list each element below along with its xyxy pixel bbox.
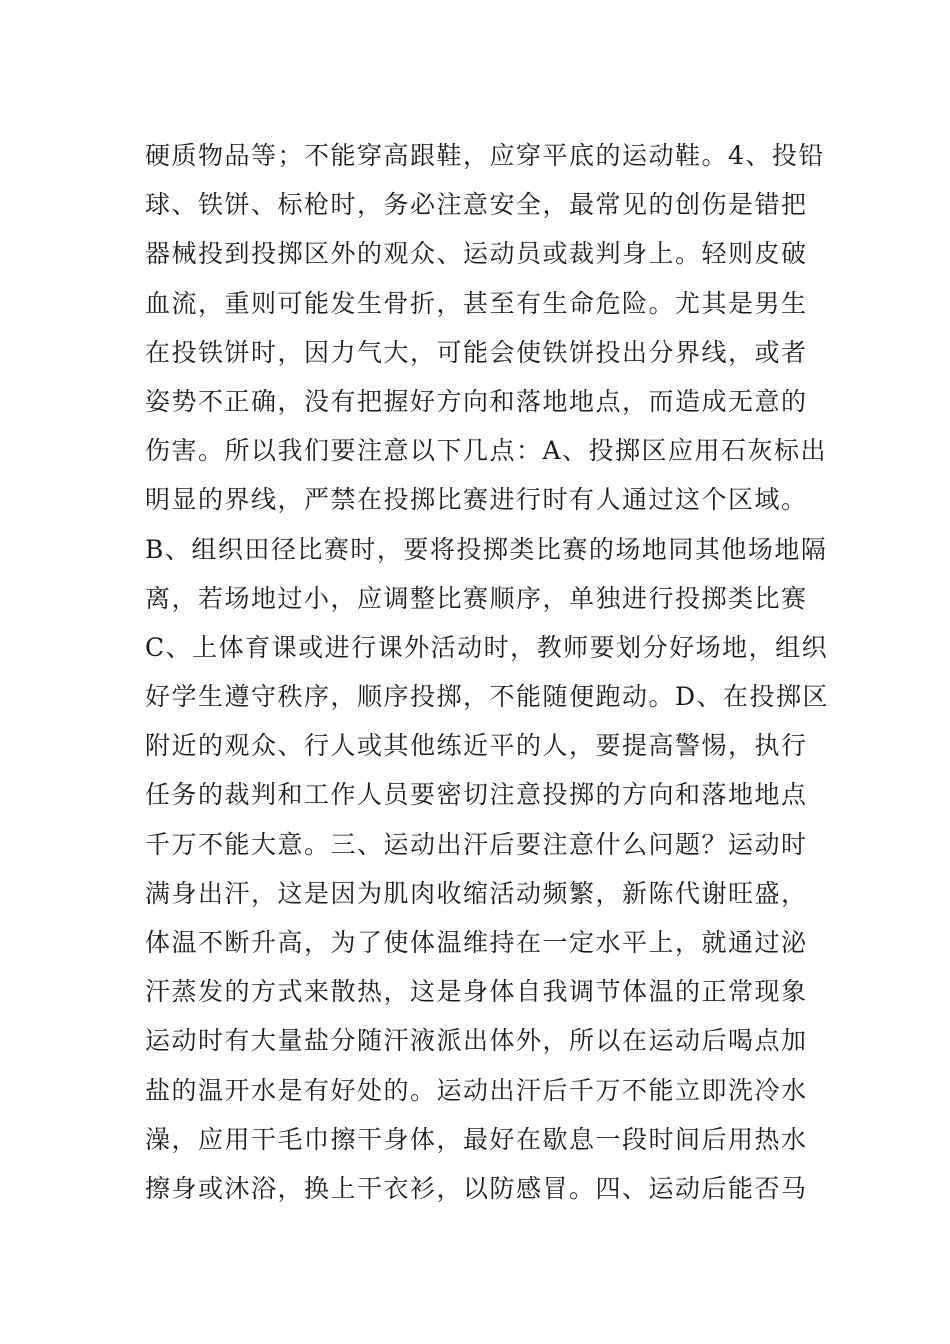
text-line: 离，若场地过小，应调整比赛顺序，单独进行投掷类比赛	[145, 583, 808, 613]
text-line: 姿势不正确，没有把握好方向和落地地点，而造成无意的	[145, 386, 808, 416]
text-line: B、组织田径比赛时，要将投掷类比赛的场地同其他场地隔	[145, 534, 828, 564]
text-line: 附近的观众、行人或其他练近平的人，要提高警惕，执行	[145, 731, 808, 761]
text-line: 擦身或沐浴，换上干衣衫，以防感冒。四、运动后能否马	[145, 1173, 808, 1203]
text-line: 澡，应用干毛巾擦干身体，最好在歇息一段时间后用热水	[145, 1124, 808, 1154]
text-line: 运动时有大量盐分随汗液派出体外，所以在运动后喝点加	[145, 1026, 808, 1056]
text-line: 器械投到投掷区外的观众、运动员或裁判身上。轻则皮破	[145, 239, 808, 269]
text-line: 汗蒸发的方式来散热，这是身体自我调节体温的正常现象	[145, 977, 808, 1007]
text-line: 千万不能大意。三、运动出汗后要注意什么问题？运动时	[145, 829, 808, 859]
text-line: 硬质物品等；不能穿高跟鞋，应穿平底的运动鞋。4、投铅	[145, 141, 825, 170]
body-text	[145, 131, 830, 1213]
text-line: 在投铁饼时，因力气大，可能会使铁饼投出分界线，或者	[145, 337, 808, 367]
text-line: 盐的温开水是有好处的。运动出汗后千万不能立即洗冷水	[145, 1075, 808, 1105]
text-line: 明显的界线，严禁在投掷比赛进行时有人通过这个区域。	[145, 485, 808, 515]
text-line: 血流，重则可能发生骨折，甚至有生命危险。尤其是男生	[145, 288, 808, 318]
text-line: 任务的裁判和工作人员要密切注意投掷的方向和落地地点	[145, 780, 808, 810]
text-line: 体温不断升高，为了使体温维持在一定水平上，就通过泌	[145, 928, 808, 957]
text-line: C、上体育课或进行课外活动时，教师要划分好场地，组织	[145, 632, 829, 662]
text-line: 满身出汗，这是因为肌肉收缩活动频繁，新陈代谢旺盛，	[145, 878, 808, 908]
text-line: 好学生遵守秩序，顺序投掷，不能随便跑动。D、在投掷区	[145, 682, 830, 712]
text-line: 球、铁饼、标枪时，务必注意安全，最常见的创伤是错把	[145, 190, 808, 220]
text-line: 伤害。所以我们要注意以下几点：A、投掷区应用石灰标出	[145, 436, 828, 466]
